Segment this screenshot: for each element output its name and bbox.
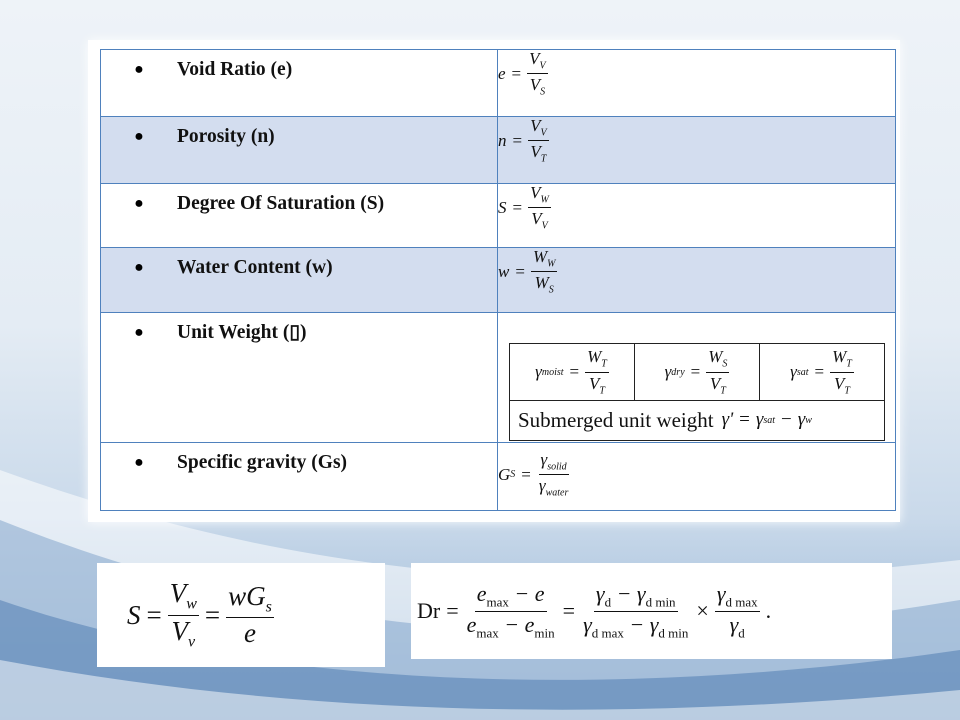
- void-ratio-formula: e = $\frac{V_V}{V_S}$: [498, 49, 546, 98]
- bullet: ●: [134, 195, 144, 212]
- unit-weight-label: Unit Weight (▯): [177, 322, 307, 343]
- degree-of-saturation-label: Degree Of Saturation (S): [177, 193, 385, 214]
- saturation-relation-box: [97, 563, 385, 667]
- specific-gravity-formula: G S = $\frac{\gamma_{solid}}{\gamma_{water}}$: [498, 450, 569, 499]
- bullet: ●: [134, 324, 144, 341]
- row-water-content: [101, 248, 896, 313]
- row-specific-gravity: [101, 443, 896, 511]
- unit-weight-formula-box: [509, 343, 885, 441]
- relative-density-box: [411, 563, 892, 659]
- relative-density-formula: Dr = $\frac{e_{max} - e}{e_{max} - e_{min}}$ = $\frac{\gamma_d - \gamma_{d min}}{\gamma_{d max} - \gamma_{d min}}$ × $\frac{\gamma_{d max}}{\gamma_d}$ .: [417, 581, 772, 640]
- bullet: ●: [134, 61, 144, 78]
- submerged-formula: γ' = γ sat − γ w: [721, 409, 812, 430]
- soil-properties-table: [100, 49, 896, 511]
- moist-unit-weight-formula: γ moist = $\frac{W_T}{V_T}$: [510, 344, 635, 400]
- bullet: ●: [134, 259, 144, 276]
- porosity-label: Porosity (n): [177, 126, 275, 147]
- row-void-ratio: [101, 50, 896, 117]
- void-ratio-label: Void Ratio (e): [177, 59, 293, 80]
- saturated-unit-weight-formula: γ sat = $\frac{W_T}{V_T}$: [790, 347, 852, 396]
- porosity-formula: n = $\frac{V_V}{V_T}$: [498, 116, 547, 165]
- row-porosity: [101, 117, 896, 184]
- water-content-formula: w = $\frac{W_W}{W_S}$: [498, 247, 556, 296]
- water-content-label: Water Content (w): [177, 257, 333, 278]
- saturation-relation-formula: S = $\frac{V_w}{V_v}$ = $\frac{wG_s}{e}$: [127, 578, 272, 650]
- bullet: ●: [134, 128, 144, 145]
- dry-unit-weight-formula: γ dry = $\frac{W_S}{V_T}$: [635, 344, 760, 400]
- submerged-unit-weight: [510, 401, 884, 439]
- specific-gravity-label: Specific gravity (Gs): [177, 452, 348, 473]
- row-degree-of-saturation: [101, 184, 896, 248]
- bullet: ●: [134, 454, 144, 471]
- submerged-label: Submerged unit weight: [518, 407, 714, 432]
- degree-of-saturation-formula: S = $\frac{V_W}{V_V}$: [498, 183, 549, 232]
